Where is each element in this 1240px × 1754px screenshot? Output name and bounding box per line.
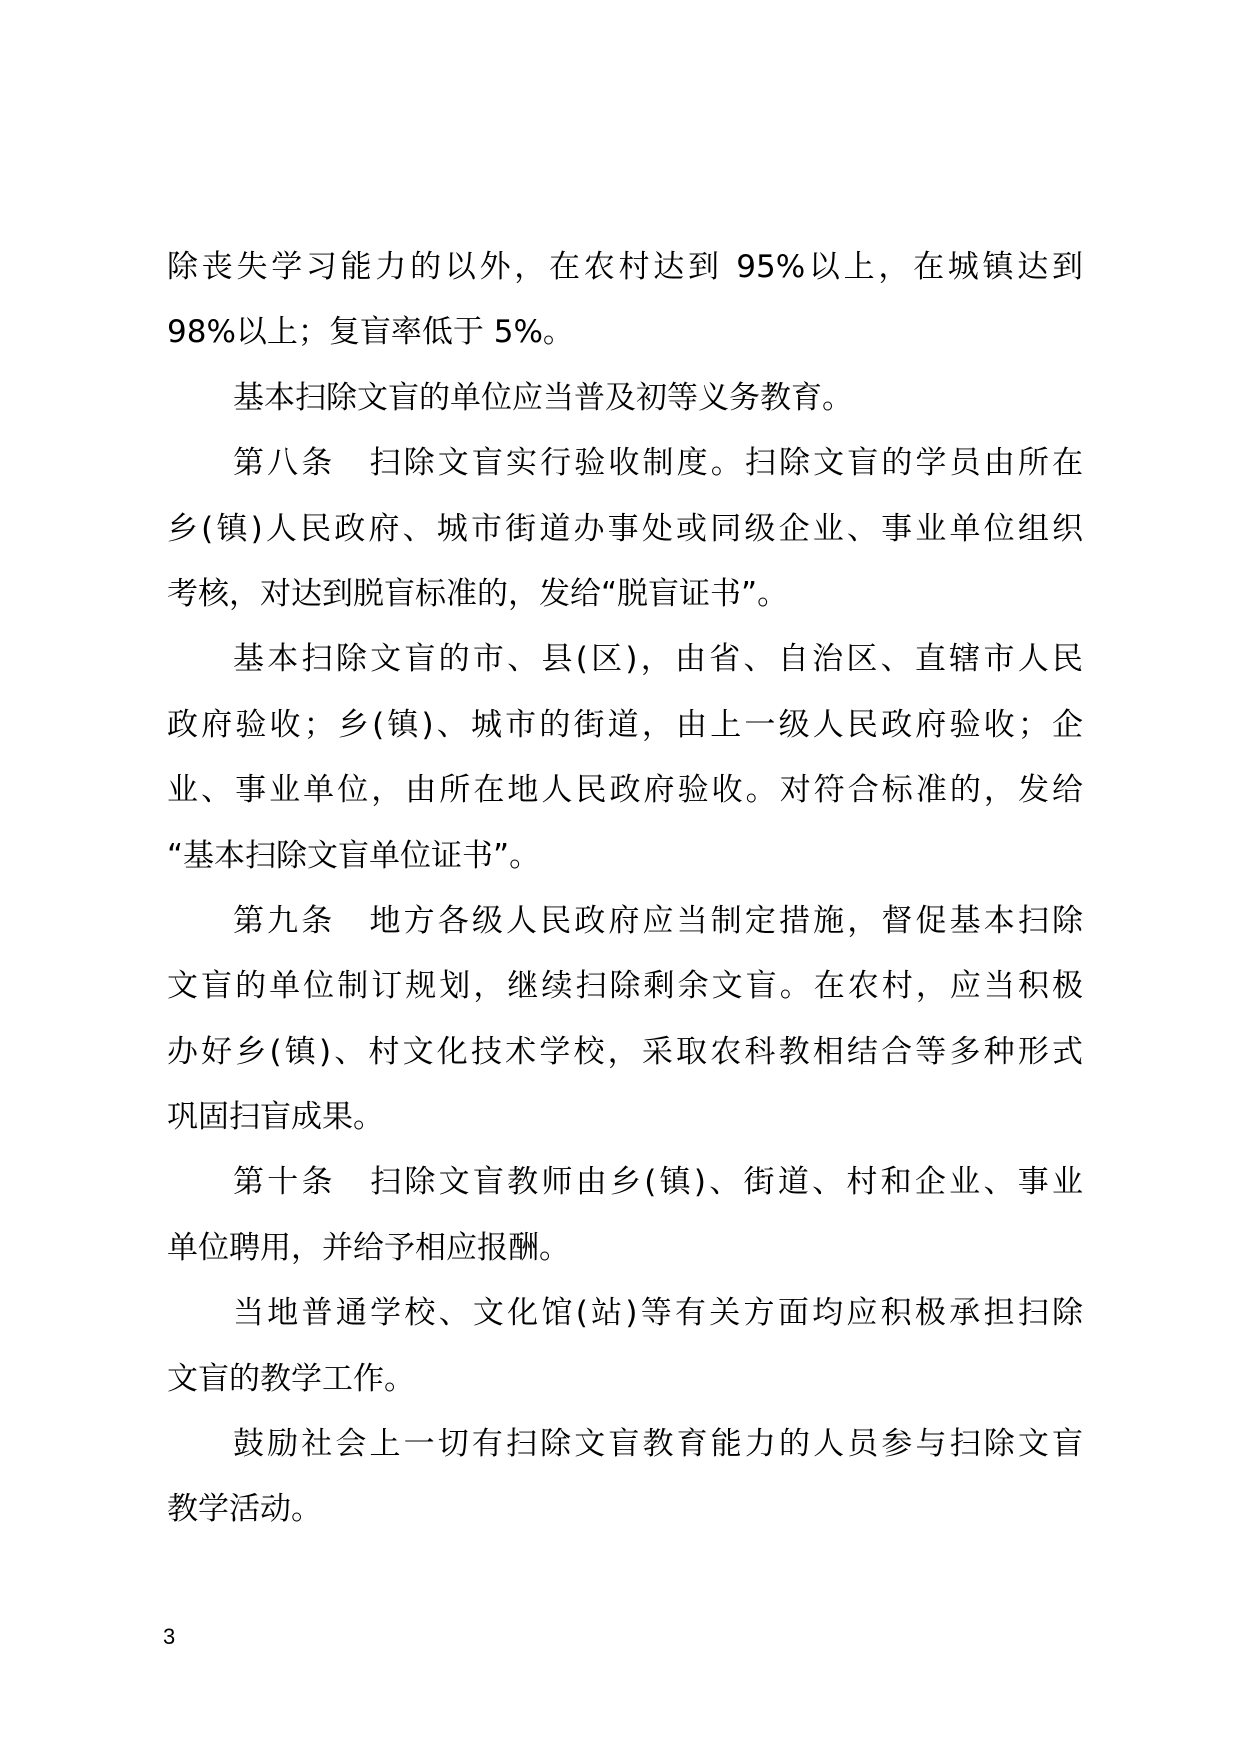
paragraph bbox=[167, 366, 1083, 431]
text-line: 第八条 扫除文盲实行验收制度。扫除文盲的学员由所在 bbox=[233, 445, 1083, 482]
text-line: 第九条 地方各级人民政府应当制定措施，督促基本扫除 bbox=[233, 902, 1083, 939]
paragraph bbox=[167, 431, 1083, 627]
text-line: 基本扫除文盲的市、县(区)，由省、自治区、直辖市人民 bbox=[233, 641, 1083, 678]
text-line: 基本扫除文盲的单位应当普及初等义务教育。 bbox=[233, 379, 853, 416]
text-line: 文盲的单位制订规划，继续扫除剩余文盲。在农村，应当积极 bbox=[167, 968, 1083, 1005]
paragraph bbox=[167, 627, 1083, 889]
document-body bbox=[167, 235, 1083, 1543]
text-line: 第十条 扫除文盲教师由乡(镇)、街道、村和企业、事业 bbox=[233, 1164, 1083, 1201]
paragraph bbox=[167, 1412, 1083, 1543]
text-line: 考核，对达到脱盲标准的，发给“脱盲证书”。 bbox=[167, 575, 789, 612]
page-number: 3 bbox=[163, 1624, 176, 1649]
text-line: 教学活动。 bbox=[167, 1491, 322, 1528]
text-line: 办好乡(镇)、村文化技术学校，采取农科教相结合等多种形式 bbox=[167, 1033, 1083, 1070]
text-line: 鼓励社会上一切有扫除文盲教育能力的人员参与扫除文盲 bbox=[233, 1426, 1083, 1463]
paragraph bbox=[167, 1150, 1083, 1281]
text-line: 除丧失学习能力的以外，在农村达到 95%以上，在城镇达到 bbox=[167, 249, 1083, 285]
paragraph bbox=[167, 1281, 1083, 1412]
text-line: 单位聘用，并给予相应报酬。 bbox=[167, 1229, 570, 1266]
paragraph bbox=[167, 235, 1083, 366]
text-line: 当地普通学校、文化馆(站)等有关方面均应积极承担扫除 bbox=[233, 1295, 1083, 1332]
text-line: 98%以上；复盲率低于 5%。 bbox=[167, 314, 574, 351]
text-line: “基本扫除文盲单位证书”。 bbox=[167, 837, 541, 874]
text-line: 政府验收；乡(镇)、城市的街道，由上一级人民政府验收；企 bbox=[167, 706, 1083, 743]
text-line: 业、事业单位，由所在地人民政府验收。对符合标准的，发给 bbox=[167, 772, 1083, 809]
paragraph bbox=[167, 889, 1083, 1151]
text-line: 巩固扫盲成果。 bbox=[167, 1099, 384, 1136]
text-line: 文盲的教学工作。 bbox=[167, 1360, 415, 1397]
text-line: 乡(镇)人民政府、城市街道办事处或同级企业、事业单位组织 bbox=[167, 510, 1083, 547]
